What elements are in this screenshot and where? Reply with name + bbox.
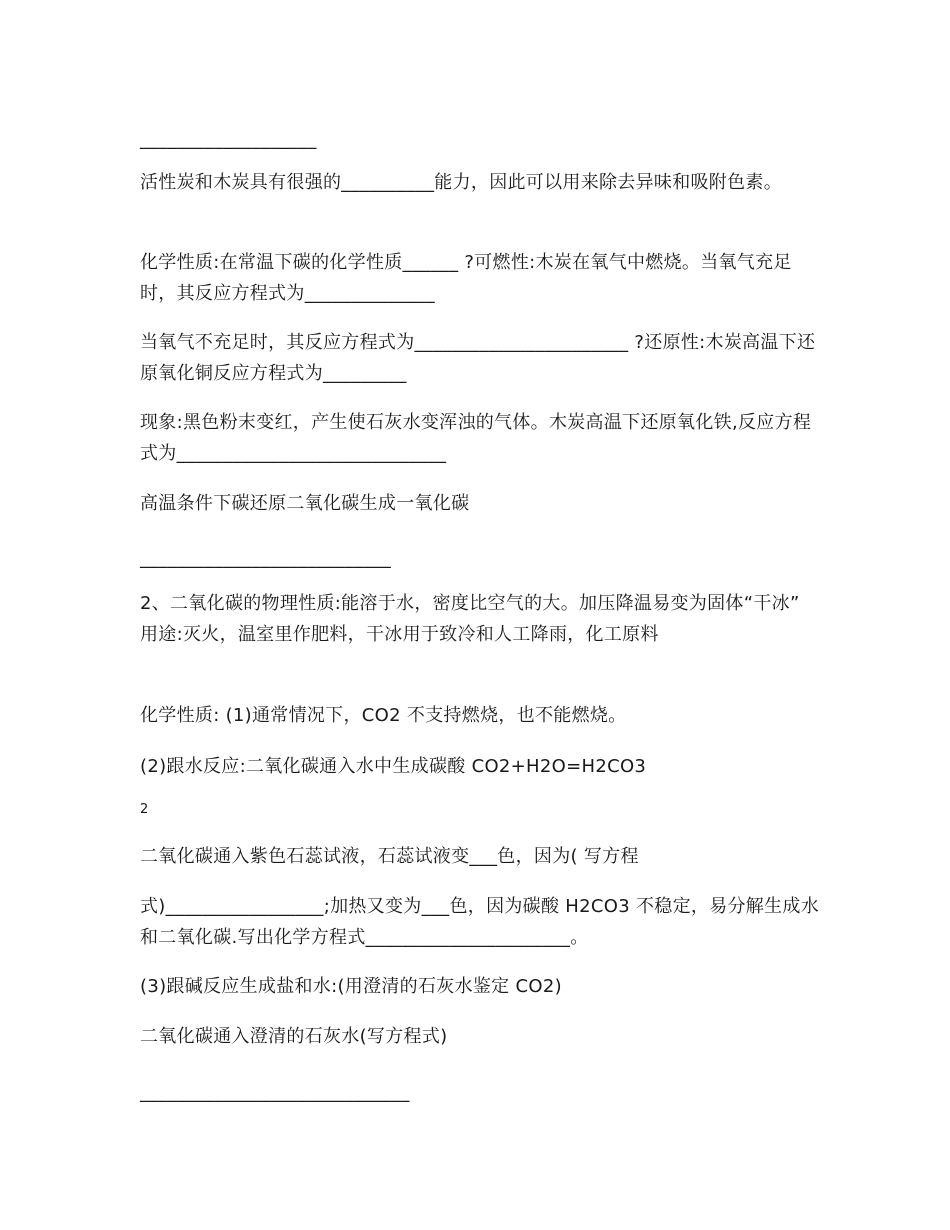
paragraph-co2-physical: 2、二氧化碳的物理性质:能溶于水，密度比空气的大。加压降温易变为固体“干冰” 用途:灭火，温室里作肥料，干冰用于致冷和人工降雨，化工原料	[140, 593, 806, 645]
paragraph-heating: 式)_________________;加热又变为___色，因为碳酸 H2CO3 不稳定，易分解生成水和二氧化碳.写出化学方程式______________________。	[140, 896, 820, 948]
paragraph-litmus: 二氧化碳通入紫色石蕊试液，石蕊试液变___色，因为( 写方程	[140, 846, 639, 867]
paragraph-chemical-properties: 化学性质:在常温下碳的化学性质______ ?可燃性:木炭在氧气中燃烧。当氧气充足时，其反应方程式为______________	[140, 252, 792, 304]
paragraph-activated-carbon: 活性炭和木炭具有很强的__________能力，因此可以用来除去异味和吸附色素。	[140, 172, 782, 193]
paragraph-co2-reduction: 高温条件下碳还原二氧化碳生成一氧化碳	[140, 493, 470, 514]
paragraph-water-reaction: (2)跟水反应:二氧化碳通入水中生成碳酸 CO2+H2O=H2CO3	[140, 756, 647, 777]
paragraph-phenomenon: 现象:黑色粉末变红，产生使石灰水变浑浊的气体。木炭高温下还原氧化铁,反应方程式为_____________________________	[140, 412, 812, 464]
paragraph-base-reaction: (3)跟碱反应生成盐和水:(用澄清的石灰水鉴定 CO2)	[140, 976, 562, 997]
page-number: 2	[140, 802, 149, 817]
paragraph-insufficient-oxygen: 当氧气不充足时，其反应方程式为_______________________ ?还原性:木炭高温下还原氧化铜反应方程式为_________	[140, 332, 816, 384]
paragraph-co2-chemical: 化学性质: (1)通常情况下，CO2 不支持燃烧，也不能燃烧。	[140, 705, 627, 726]
blank-line-middle: ___________________________	[140, 548, 392, 569]
blank-line-bottom: _____________________________	[140, 1082, 410, 1103]
blank-line-top: ___________________	[140, 129, 317, 150]
paragraph-limewater: 二氧化碳通入澄清的石灰水(写方程式)	[140, 1026, 448, 1047]
